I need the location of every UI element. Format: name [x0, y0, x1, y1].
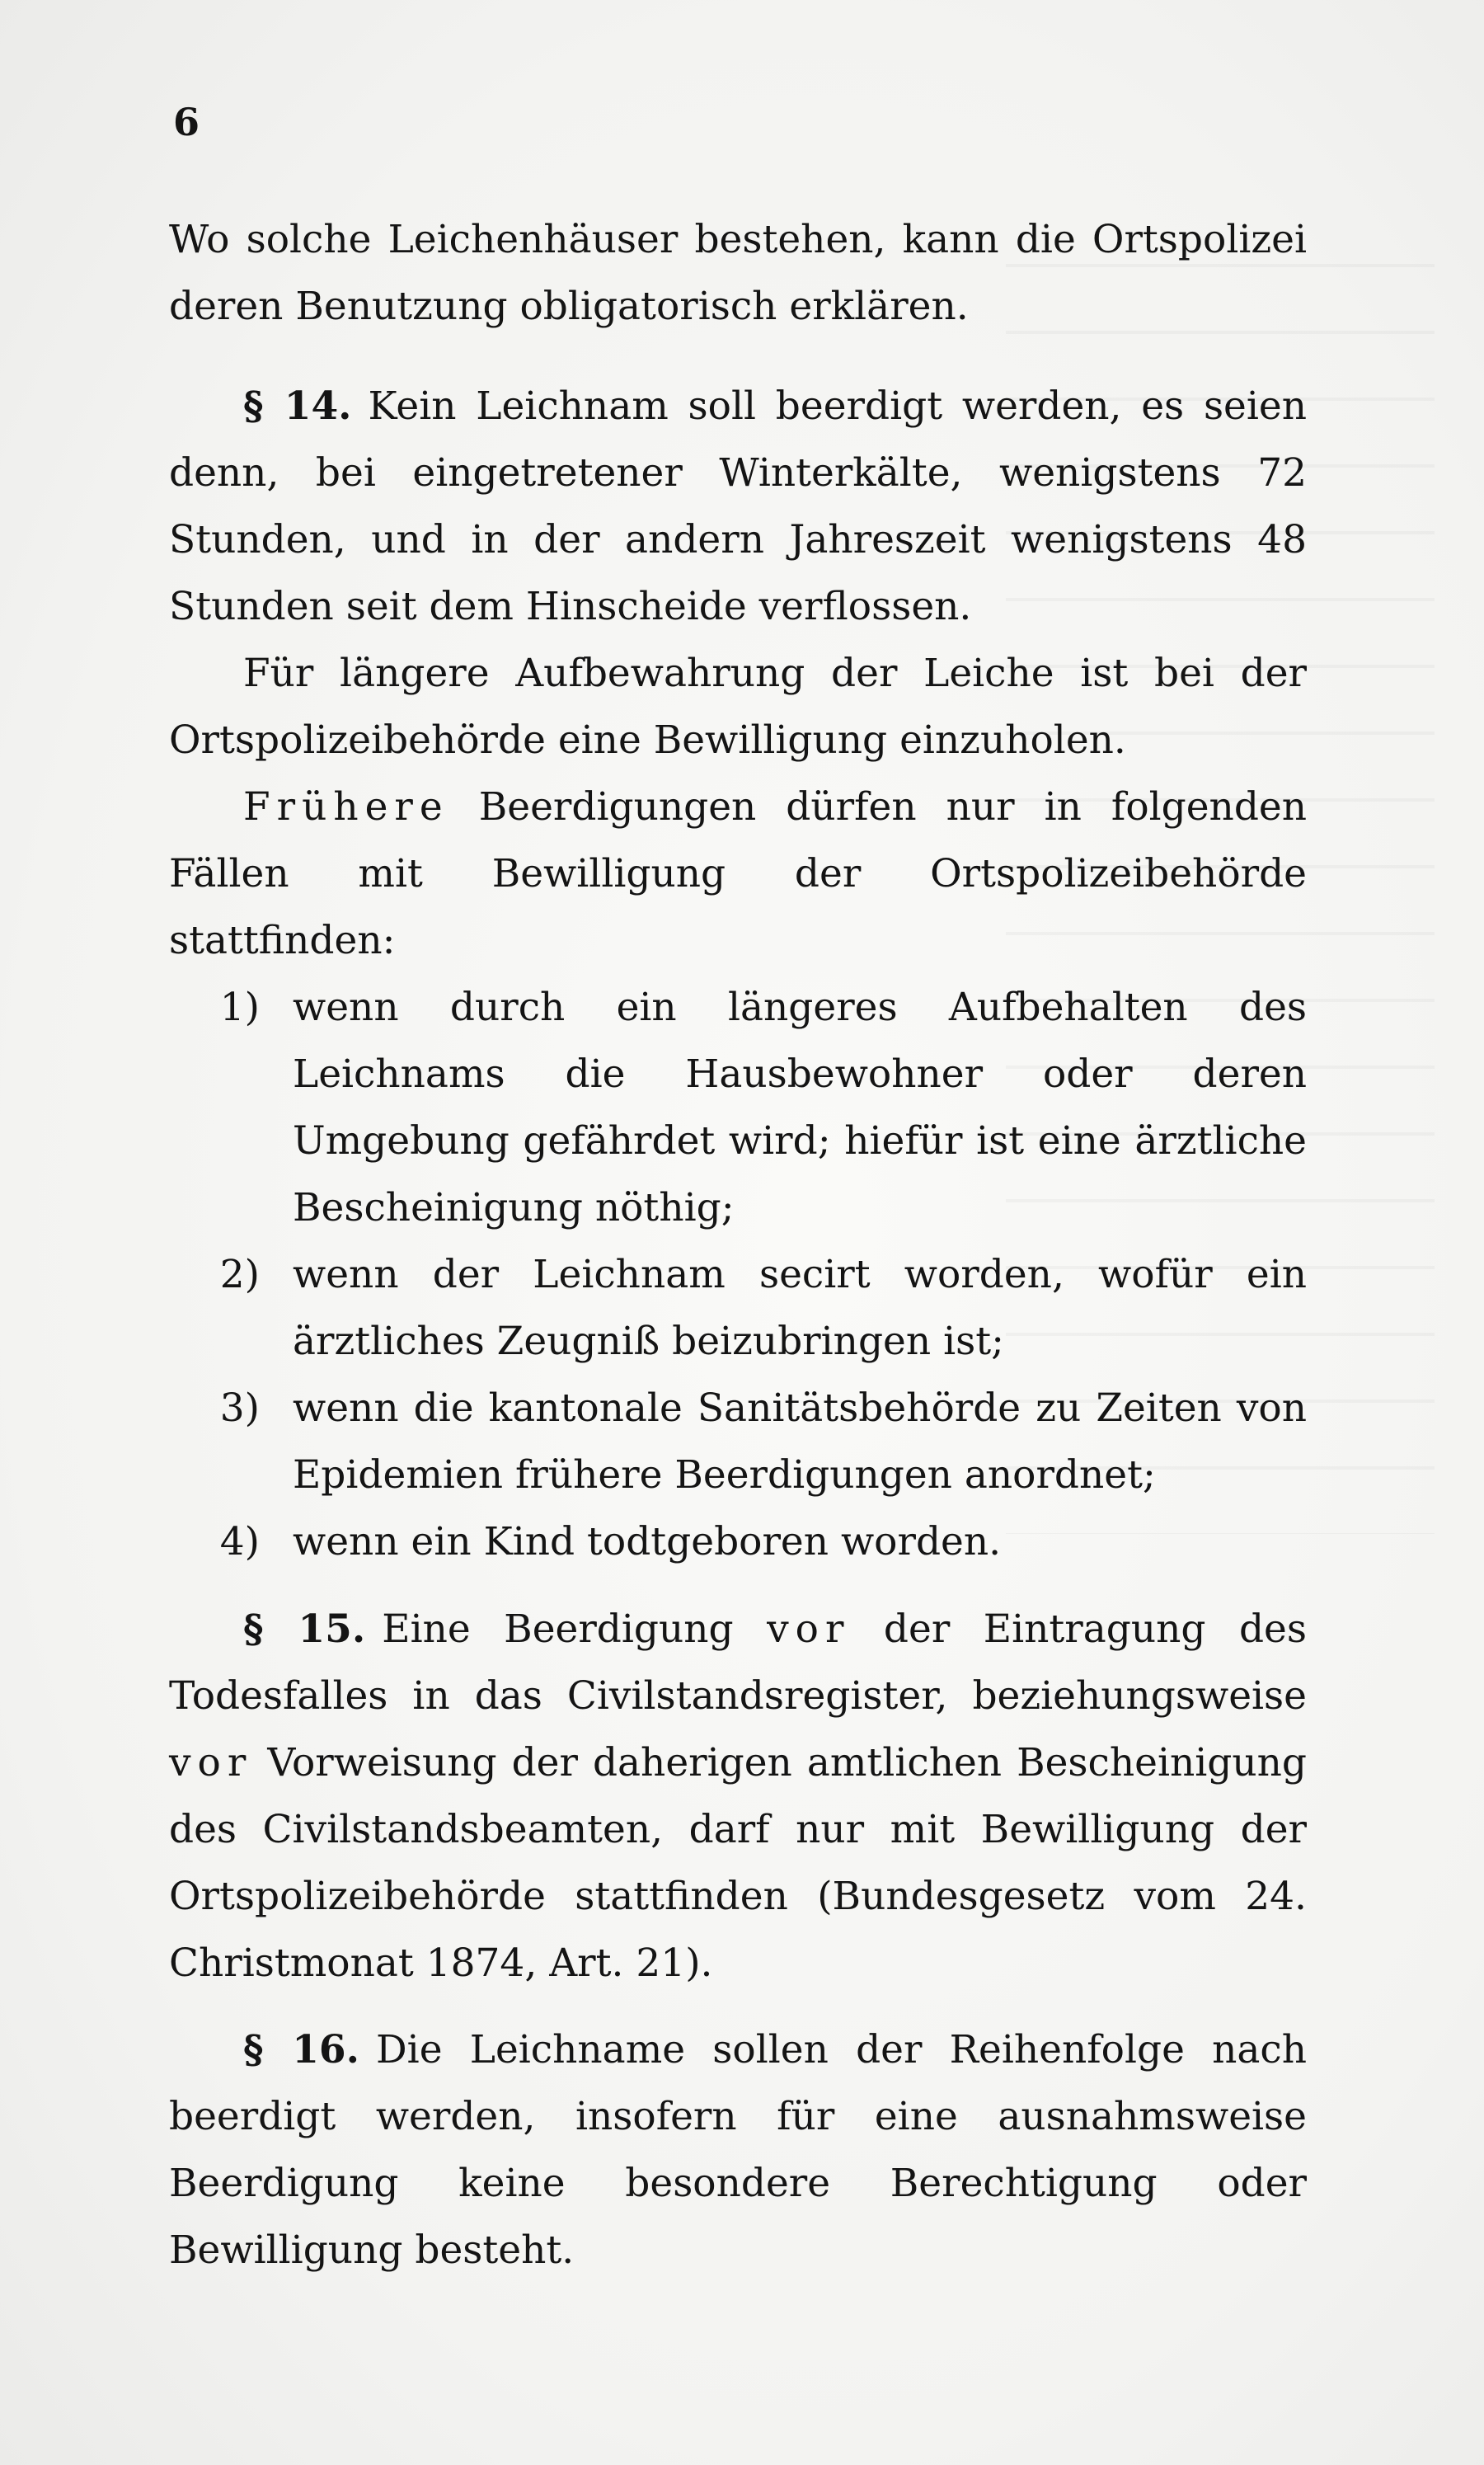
list-item [169, 1241, 1307, 1375]
conditions-list [169, 974, 1307, 1575]
list-item [169, 1375, 1307, 1508]
list-item-text: wenn der Leichnam secirt worden, wofür ein ärztliches Zeugniß beizubringen ist; [293, 1252, 1307, 1364]
section-16-number: § 16. [243, 2027, 359, 2072]
section-15-text-a: Eine Beerdigung [382, 1606, 768, 1652]
section-14-paragraph [169, 373, 1307, 640]
section-14-paragraph-2: Für längere Aufbewahrung der Leiche ist bei der Ortspolizeibehörde eine Bewilligung einzuholen. [169, 651, 1307, 763]
list-item [169, 974, 1307, 1241]
list-item [169, 1508, 1307, 1575]
section-16-text: Die Leichname sollen der Reihenfolge nach beerdigt werden, insofern für eine ausnahmsweise Beerdigung keine besondere Berechtigung oder Bewilligung besteht. [169, 2027, 1307, 2273]
section-15-text-c: der Eintragung des Todesfalles in das Civilstandsregister, beziehungsweise [169, 1606, 1307, 1719]
section-16-paragraph [169, 2016, 1307, 2284]
list-item-number: 4) [219, 1519, 260, 1564]
list-item-number: 3) [219, 1385, 260, 1431]
frühere-emphasis: Frühere [243, 784, 449, 830]
list-item-text: wenn durch ein längeres Aufbehalten des Leichnams die Hausbewohner oder deren Umgebung gefährdet wird; hiefür ist eine ärztliche Bescheinigung nöthig; [293, 985, 1307, 1230]
page-number: 6 [173, 100, 200, 144]
section-14-paragraph-3-text: Beerdigungen dürfen nur in folgenden Fällen mit Bewilligung der Ortspolizeibehörde stattfinden: [169, 784, 1307, 963]
list-item-number: 1) [219, 985, 260, 1030]
list-item-number: 2) [219, 1252, 260, 1297]
section-14-paragraph-3 [169, 774, 1307, 974]
section-14-number: § 14. [243, 383, 352, 429]
list-item-text: wenn die kantonale Sanitätsbehörde zu Zeiten von Epidemien frühere Beerdigungen anordnet; [293, 1385, 1307, 1498]
section-15-paragraph [169, 1596, 1307, 1997]
vor-emphasis: vor [767, 1606, 851, 1652]
intro-paragraph: Wo solche Leichenhäuser bestehen, kann die Ortspolizei deren Benutzung obligatorisch erklären. [169, 217, 1307, 329]
section-15-text-e: Vorweisung der daherigen amtlichen Bescheinigung des Civilstandsbeamten, darf nur mit Bewilligung der Ortspolizeibehörde stattfinden (Bundesgesetz vom 24. Christmonat 1874, Art. 21). [169, 1740, 1307, 1986]
list-item-text: wenn ein Kind todtgeboren worden. [293, 1519, 1002, 1564]
vor-emphasis: vor [169, 1740, 253, 1785]
section-15-number: § 15. [243, 1606, 366, 1652]
section-14-text: Kein Leichnam soll beerdigt werden, es seien denn, bei eingetretener Winterkälte, wenigstens 72 Stunden, und in der andern Jahreszeit wenigstens 48 Stunden seit dem Hinscheide verflossen. [169, 383, 1307, 629]
